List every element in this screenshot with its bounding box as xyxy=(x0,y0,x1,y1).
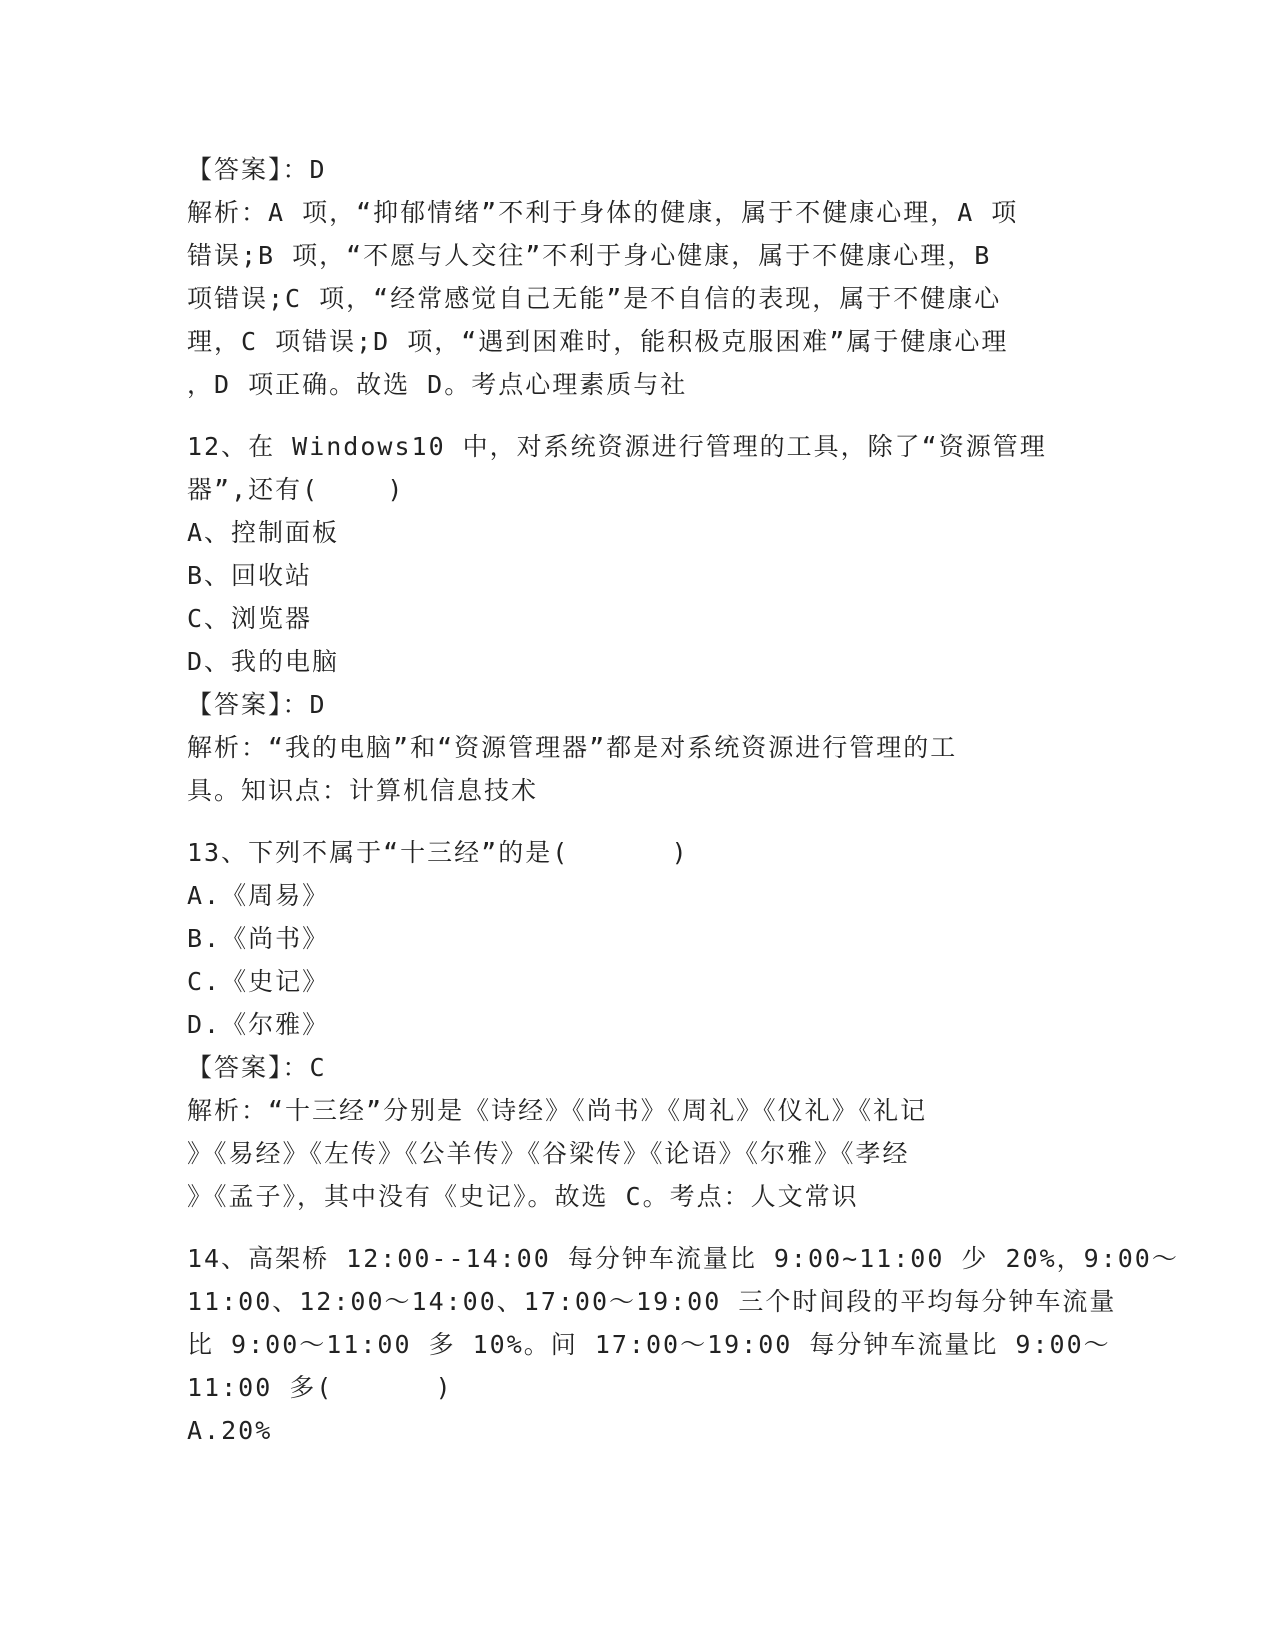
q11-answer: 【答案】：D xyxy=(187,155,327,184)
q12-option-c: C、浏览器 xyxy=(187,604,313,633)
q13-block xyxy=(187,831,1087,1218)
q13-analysis-line: 》《孟子》，其中没有《史记》。故选 C。考点：人文常识 xyxy=(187,1182,859,1211)
q12-option-b: B、回收站 xyxy=(187,561,313,590)
q12-stem-line: 器”,还有( ) xyxy=(187,475,405,504)
q12-option-a: A、控制面板 xyxy=(187,518,340,547)
q14-stem-line: 比 9:00～11:00 多 10%。问 17:00～19:00 每分钟车流量比 9:00～ xyxy=(187,1330,1111,1359)
q13-option-b: B.《尚书》 xyxy=(187,924,330,953)
q12-option-d: D、我的电脑 xyxy=(187,647,340,676)
q12-stem-line: 12、在 Windows10 中，对系统资源进行管理的工具，除了“资源管理 xyxy=(187,432,1047,461)
q12-analysis-line: 具。知识点：计算机信息技术 xyxy=(187,776,539,805)
q12-block xyxy=(187,425,1087,812)
q13-analysis-line: 》《易经》《左传》《公羊传》《谷梁传》《论语》《尔雅》《孝经 xyxy=(187,1139,910,1168)
q11-block xyxy=(187,148,1087,406)
q11-analysis-line: 项错误;C 项，“经常感觉自己无能”是不自信的表现，属于不健康心 xyxy=(187,284,1002,313)
q11-analysis-line: 错误;B 项，“不愿与人交往”不利于身心健康，属于不健康心理，B xyxy=(187,241,992,270)
q14-stem-line: 11:00、12:00～14:00、17:00～19:00 三个时间段的平均每分钟车流量 xyxy=(187,1287,1117,1316)
q14-option-a: A.20% xyxy=(187,1416,273,1445)
document-page xyxy=(187,148,1179,1452)
q12-answer: 【答案】：D xyxy=(187,690,327,719)
q11-analysis-line: 理，C 项错误;D 项，“遇到困难时，能积极克服困难”属于健康心理 xyxy=(187,327,1009,356)
q11-analysis-line: ，D 项正确。故选 D。考点心理素质与社 xyxy=(187,370,688,399)
q12-analysis-line: 解析：“我的电脑”和“资源管理器”都是对系统资源进行管理的工 xyxy=(187,733,958,762)
q13-answer: 【答案】：C xyxy=(187,1053,327,1082)
q14-stem-line: 11:00 多( ) xyxy=(187,1373,453,1402)
q13-stem-line: 13、下列不属于“十三经”的是( ) xyxy=(187,838,689,867)
q11-analysis-line: 解析：A 项，“抑郁情绪”不利于身体的健康，属于不健康心理，A 项 xyxy=(187,198,1019,227)
q14-block xyxy=(187,1237,1179,1452)
q13-analysis-line: 解析：“十三经”分别是《诗经》《尚书》《周礼》《仪礼》《礼记 xyxy=(187,1096,928,1125)
q14-stem-line: 14、高架桥 12:00--14:00 每分钟车流量比 9:00~11:00 少 20%，9:00～ xyxy=(187,1244,1179,1273)
q13-option-c: C.《史记》 xyxy=(187,967,330,996)
q13-option-a: A.《周易》 xyxy=(187,881,330,910)
q13-option-d: D.《尔雅》 xyxy=(187,1010,330,1039)
